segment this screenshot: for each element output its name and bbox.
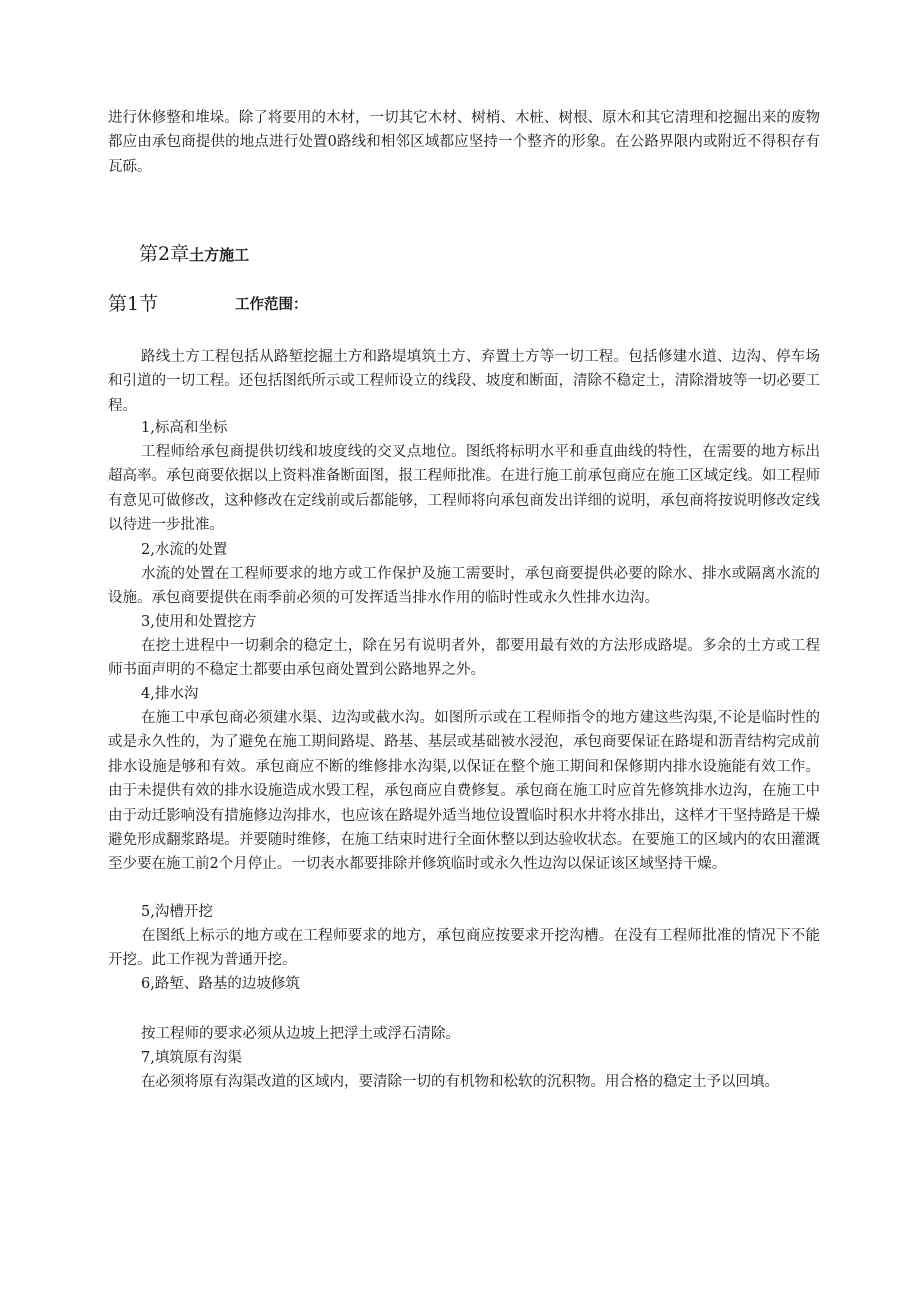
item-heading-5: 5,沟槽开挖 [141, 904, 213, 920]
item-heading-4: 4,排水沟 [141, 686, 199, 702]
section-number: 第1节 [108, 293, 159, 315]
scope-paragraph: 路线土方工程包括从路堑挖掘土方和路堤填筑土方、弃置土方等一切工程。包括修建水道、边沟、停车场和引道的一切工程。还包括图纸所示或工程师设立的线段、坡度和断面，清除不稳定土，清除滑坡等一切必要工程。 [108, 349, 820, 414]
item-heading-1: 1,标高和坐标 [141, 420, 228, 436]
chapter-number: 第2章 [139, 243, 190, 265]
intro-paragraph: 进行休修整和堆垛。除了将要用的木材，一切其它木材、树梢、木桩、树根、原木和其它清理和挖掘出来的废物都应由承包商提供的地点进行处置0路线和相邻区域都应坚持一个整齐的形象。在公路界限内或附近不得积存有瓦砾。 [108, 110, 820, 175]
item-text-6: 按工程师的要求必须从边坡上把浮土或浮石清除。 [141, 1026, 460, 1042]
item-text-3: 在挖土进程中一切剩余的稳定土，除在另有说明者外，都要用最有效的方法形成路堤。多余的土方或工程师书面声明的不稳定土都要由承包商处置到公路地界之外。 [108, 638, 820, 679]
item-text-7: 在必须将原有沟渠改道的区域内，要清除一切的有机物和松软的沉积物。用合格的稳定土予以回填。 [141, 1074, 779, 1090]
item-heading-7: 7,填筑原有沟渠 [141, 1050, 242, 1066]
item-text-4: 在施工中承包商必须建水渠、边沟或截水沟。如图所示或在工程师指令的地方建这些沟渠,不论是临时性的或是永久性的，为了避免在施工期间路堤、路基、基层或基础被水浸泡，承包商要保证在路堤和沥青结构完成前排水设施是够和有效。承包商应不断的维修排水沟渠,以保证在整个施工期间和保修期内排水设施能有效工作。由于未提供有效的排水设施造成水毁工程，承包商应自费修复。承包商在施工时应首先修筑排水边沟，在施工中由于动迁影响没有措施修边沟排水，也应该在路堤外适当地位设置临时积水井将水排出，这样才干坚持路是干燥避免形成翻浆路堤。并要随时维修，在施工结束时进行全面休整以到达验收状态。在要施工的区域内的农田灌溉至少要在施工前2个月停止。一切表水都要排除并修筑临时或永久性边沟以保证该区域坚持干燥。 [108, 710, 820, 873]
chapter-heading [139, 240, 249, 269]
item-heading-6: 6,路堑、路基的边坡修筑 [141, 976, 300, 992]
chapter-title: 土方施工 [189, 246, 250, 264]
item-heading-3: 3,使用和处置挖方 [141, 614, 257, 630]
item-heading-2: 2,水流的处置 [141, 542, 228, 558]
item-text-2: 水流的处置在工程师要求的地方或工作保护及施工需要时，承包商要提供必要的除水、排水或隔离水流的设施。承包商要提供在雨季前必须的可发挥适当排水作用的临时性或永久性排水边沟。 [108, 566, 820, 607]
item-text-1: 工程师给承包商提供切线和坡度线的交叉点地位。图纸将标明水平和垂直曲线的特性，在需要的地方标出超高率。承包商要依据以上资料准备断面图，报工程师批准。在进行施工前承包商应在施工区域定线。如工程师有意见可做修改，这种修改在定线前或后都能够，工程师将向承包商发出详细的说明，承包商将按说明修改定线以待进一步批准。 [108, 444, 820, 534]
item-text-5: 在图纸上标示的地方或在工程师要求的地方，承包商应按要求开挖沟槽。在没有工程师批准的情况下不能开挖。此工作视为普通开挖。 [108, 928, 820, 969]
section-title: 工作范围： [235, 297, 308, 313]
